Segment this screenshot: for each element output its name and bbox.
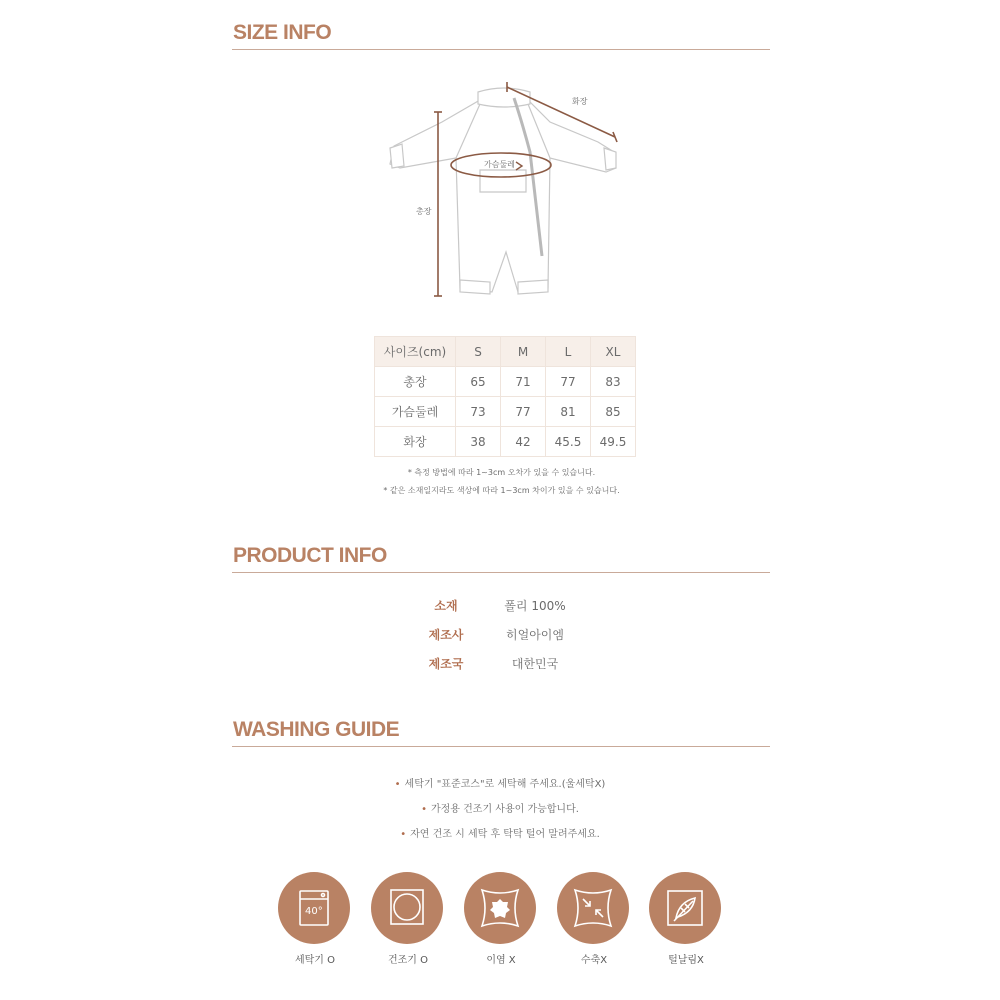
washing-instruction bbox=[300, 775, 700, 790]
size-table bbox=[374, 336, 636, 457]
garment-diagram bbox=[380, 82, 630, 304]
care-item bbox=[557, 872, 631, 966]
chest-measure-label: 가슴둘레 bbox=[484, 160, 515, 169]
table-cell: 71 bbox=[501, 367, 546, 397]
product-info-label: 제조사 bbox=[428, 628, 464, 642]
size-note: * 같은 소재일지라도 색상에 따라 1~3cm 차이가 있을 수 있습니다. bbox=[383, 486, 620, 495]
size-info-divider bbox=[232, 49, 770, 50]
bodysuit-illustration bbox=[380, 82, 630, 304]
bullet-icon: • bbox=[394, 779, 401, 790]
header-cell: XL bbox=[591, 337, 636, 367]
table-cell: 42 bbox=[501, 427, 546, 457]
washing-guide-title: WASHING GUIDE bbox=[233, 718, 400, 741]
header-cell: S bbox=[456, 337, 501, 367]
product-info-title: PRODUCT INFO bbox=[233, 544, 387, 567]
care-label: 세탁기 O bbox=[294, 955, 336, 966]
table-row bbox=[375, 427, 636, 457]
care-label: 털날림X bbox=[668, 955, 704, 966]
washing-guide-divider bbox=[232, 746, 770, 747]
washing-instruction-text: 자연 건조 시 세탁 후 탁탁 털어 말려주세요. bbox=[410, 829, 600, 840]
row-label: 화장 bbox=[375, 427, 456, 457]
pilling-icon bbox=[464, 872, 536, 944]
table-cell: 49.5 bbox=[591, 427, 636, 457]
row-label: 총장 bbox=[375, 367, 456, 397]
product-info-label: 소재 bbox=[434, 599, 458, 613]
care-item bbox=[464, 872, 538, 966]
care-item bbox=[278, 872, 352, 966]
table-cell: 38 bbox=[456, 427, 501, 457]
table-cell: 45.5 bbox=[546, 427, 591, 457]
shrink-icon bbox=[557, 872, 629, 944]
care-item bbox=[371, 872, 445, 966]
lint-feather-icon bbox=[649, 872, 721, 944]
header-cell: L bbox=[546, 337, 591, 367]
table-cell: 85 bbox=[591, 397, 636, 427]
product-info-value: 히얼아이엠 bbox=[506, 628, 564, 642]
product-info-row bbox=[400, 626, 600, 646]
product-info-divider bbox=[232, 572, 770, 573]
washing-machine-icon bbox=[278, 872, 350, 944]
product-info-row bbox=[400, 597, 600, 617]
length-measure-label: 총장 bbox=[416, 207, 432, 216]
table-cell: 81 bbox=[546, 397, 591, 427]
table-row bbox=[375, 397, 636, 427]
product-info-value: 대한민국 bbox=[511, 657, 559, 671]
washing-instruction bbox=[300, 825, 700, 840]
header-cell: M bbox=[501, 337, 546, 367]
care-item bbox=[649, 872, 723, 966]
size-info-title: SIZE INFO bbox=[233, 21, 332, 44]
size-note: * 측정 방법에 따라 1~3cm 오차가 있을 수 있습니다. bbox=[407, 468, 596, 477]
wash-temperature: 40° bbox=[305, 906, 323, 917]
sleeve-measure-label: 화장 bbox=[572, 97, 588, 106]
table-cell: 83 bbox=[591, 367, 636, 397]
bullet-icon: • bbox=[400, 829, 407, 840]
table-row bbox=[375, 367, 636, 397]
washing-instruction bbox=[300, 800, 700, 815]
care-label: 이염 X bbox=[486, 955, 516, 966]
care-label: 수축X bbox=[580, 955, 608, 966]
product-info-value: 폴리 100% bbox=[504, 599, 566, 613]
product-info-label: 제조국 bbox=[428, 657, 464, 671]
table-cell: 65 bbox=[456, 367, 501, 397]
care-label: 건조기 O bbox=[387, 955, 429, 966]
bullet-icon: • bbox=[421, 804, 427, 815]
table-cell: 77 bbox=[501, 397, 546, 427]
table-header-row bbox=[375, 337, 636, 367]
product-info-row bbox=[400, 655, 600, 675]
washing-instruction-text: 세탁기 "표준코스"로 세탁해 주세요.(울세탁X) bbox=[404, 779, 606, 790]
table-cell: 73 bbox=[456, 397, 501, 427]
tumble-dryer-icon bbox=[371, 872, 443, 944]
washing-instruction-text: 가정용 건조기 사용이 가능합니다. bbox=[430, 804, 579, 815]
table-cell: 77 bbox=[546, 367, 591, 397]
row-label: 가슴둘레 bbox=[375, 397, 456, 427]
header-cell: 사이즈(cm) bbox=[375, 337, 456, 367]
